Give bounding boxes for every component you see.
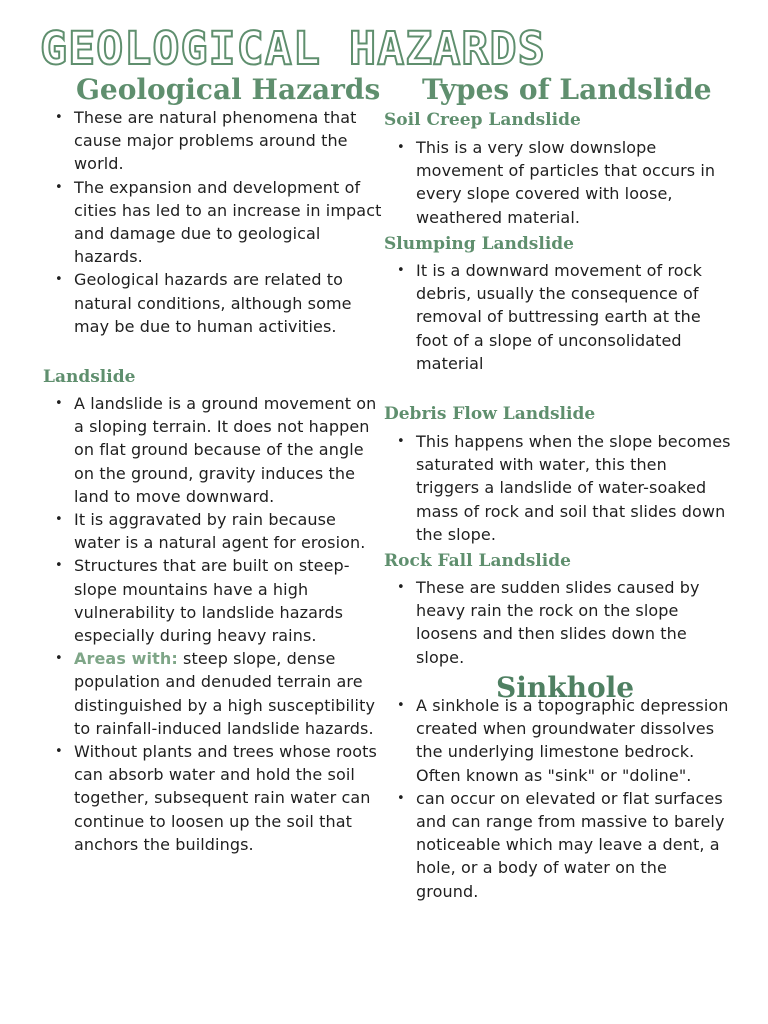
sinkhole-heading: Sinkhole (496, 671, 635, 704)
list-item: • These are natural phenomena that cause major problems around the world. (42, 106, 382, 176)
list-item: • It is aggravated by rain because water is a natural agent for erosion. (42, 508, 384, 554)
slumping-list (384, 259, 724, 375)
list-item: • can occur on elevated or flat surfaces and can range from massive to barely noticeable which may leave a dent, a hole, or a body of water on the ground. (384, 787, 734, 903)
landslide-list (42, 392, 384, 856)
areas-with-label: Areas with: (74, 649, 178, 669)
soil-creep-heading: Soil Creep Landslide (384, 110, 581, 130)
page-title: GEOLOGICAL HAZARDS (40, 22, 546, 75)
list-item: • This happens when the slope becomes saturated with water, this then triggers a landslide of water-soaked mass of rock and soil that slides down the slope. (384, 430, 734, 546)
list-item: • These are sudden slides caused by heavy rain the rock on the slope loosens and then slides down the slope. (384, 576, 724, 669)
list-item: • Structures that are built on steep-slope mountains have a high vulnerability to landslide hazards especially during heavy rains. (42, 554, 384, 647)
list-item (42, 647, 384, 740)
list-item: • A sinkhole is a topographic depression created when groundwater dissolves the underlying limestone bedrock. Often known as "sink" or "doline". (384, 694, 734, 787)
list-item: • It is a downward movement of rock debris, usually the consequence of removal of buttressing earth at the foot of a slope of unconsolidated material (384, 259, 724, 375)
list-item: • This is a very slow downslope movement of particles that occurs in every slope covered with loose, weathered material. (384, 136, 734, 229)
types-of-landslide-heading: Types of Landslide (422, 73, 712, 106)
debris-flow-list (384, 430, 734, 546)
list-item: • Without plants and trees whose roots can absorb water and hold the soil together, subsequent rain water can continue to loosen up the soil that anchors the buildings. (42, 740, 384, 856)
areas-with-text: steep slope, dense population and denuded terrain are distinguished by a high susceptibility to rainfall-induced landslide hazards. (74, 649, 376, 738)
rock-fall-heading: Rock Fall Landslide (384, 551, 571, 571)
sinkhole-list (384, 694, 734, 903)
rock-fall-list (384, 576, 724, 669)
soil-creep-list (384, 136, 734, 229)
list-item: • The expansion and development of cities has led to an increase in impact and damage due to geological hazards. (42, 176, 382, 269)
slumping-heading: Slumping Landslide (384, 234, 574, 254)
list-item: • A landslide is a ground movement on a sloping terrain. It does not happen on flat ground because of the angle on the ground, gravity induces the land to move downward. (42, 392, 384, 508)
geological-hazards-list (42, 106, 382, 338)
debris-flow-heading: Debris Flow Landslide (384, 404, 596, 424)
landslide-heading: Landslide (43, 367, 136, 387)
list-item: • Geological hazards are related to natural conditions, although some may be due to human activities. (42, 268, 382, 338)
geological-hazards-heading: Geological Hazards (76, 73, 381, 106)
